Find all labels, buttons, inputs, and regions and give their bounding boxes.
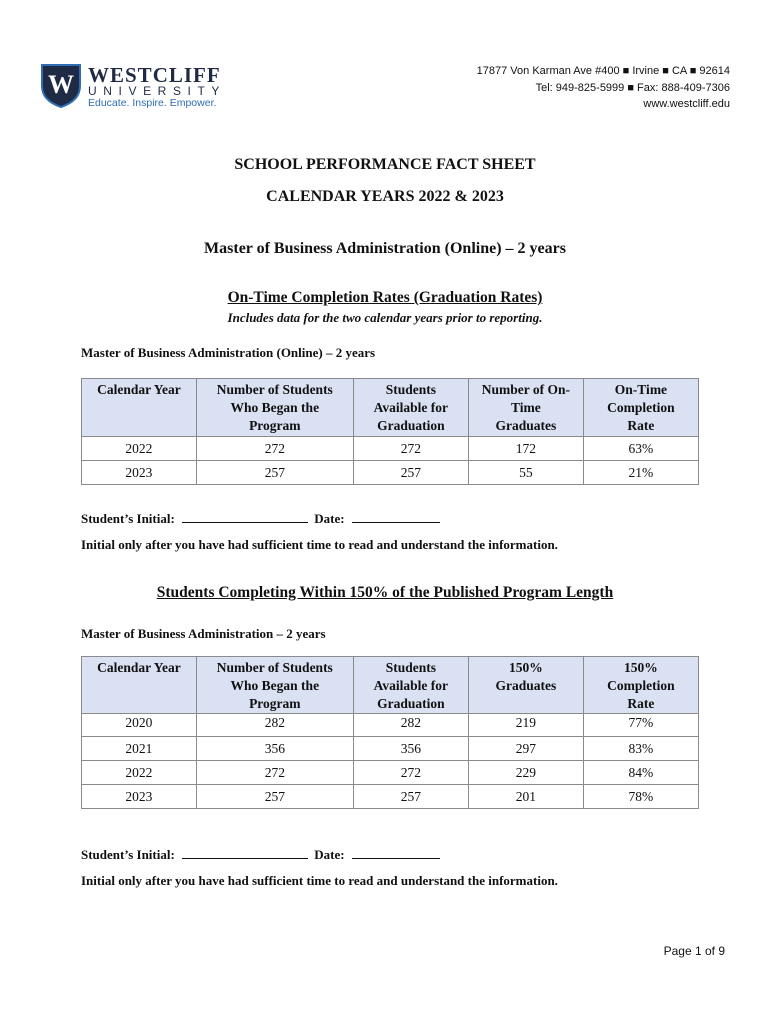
- date-field[interactable]: [352, 846, 440, 859]
- table-cell: 272: [353, 437, 468, 461]
- initials-line: [81, 846, 440, 863]
- contact-line: Tel: 949-825-5999 ■ Fax: 888-409-7306: [535, 81, 730, 94]
- section-heading-150: Students Completing Within 150% of the Published Program Length: [156, 584, 614, 601]
- table-cell: 272: [353, 761, 468, 785]
- initials-instruction: Initial only after you have had sufficient time to read and understand the information.: [81, 537, 558, 552]
- table-cell: 282: [353, 714, 468, 737]
- column-header: Students Available for Graduation: [353, 657, 468, 714]
- table-cell: 257: [196, 785, 353, 809]
- column-header: Number of Students Who Began the Program: [196, 379, 353, 437]
- table-cell: 356: [196, 737, 353, 761]
- program-title: Master of Business Administration (Online) – 2 years: [204, 240, 566, 257]
- document-title: SCHOOL PERFORMANCE FACT SHEET: [234, 156, 536, 173]
- table-cell: 55: [468, 461, 583, 485]
- table-cell: 219: [468, 714, 583, 737]
- logo-letter: W: [48, 70, 74, 99]
- date-label: Date:: [314, 511, 345, 526]
- table-cell: 356: [353, 737, 468, 761]
- initial-field[interactable]: [182, 510, 308, 523]
- table-row: [82, 714, 699, 737]
- on-time-completion-table: [81, 378, 699, 485]
- initials-instruction: Initial only after you have had sufficient time to read and understand the information.: [81, 873, 558, 888]
- table-cell: 272: [196, 761, 353, 785]
- column-header: Calendar Year: [82, 379, 197, 437]
- section-note: Includes data for the two calendar years prior to reporting.: [227, 310, 543, 325]
- table-cell: 272: [196, 437, 353, 461]
- column-header: 150% Graduates: [468, 657, 583, 714]
- date-field[interactable]: [352, 510, 440, 523]
- logo-subtitle: UNIVERSITY: [88, 84, 227, 98]
- table-cell: 63%: [583, 437, 698, 461]
- table-row: [82, 761, 699, 785]
- table-cell: 2023: [82, 785, 197, 809]
- initial-label: Student’s Initial:: [81, 847, 175, 862]
- document-subtitle: CALENDAR YEARS 2022 & 2023: [266, 188, 504, 205]
- initial-label: Student’s Initial:: [81, 511, 175, 526]
- completion-150-table: [81, 656, 699, 809]
- table-cell: 297: [468, 737, 583, 761]
- program-label: Master of Business Administration (Online) – 2 years: [81, 345, 376, 360]
- table-row: [82, 785, 699, 809]
- logo-name: WESTCLIFF: [88, 63, 221, 87]
- table-cell: 83%: [583, 737, 698, 761]
- website-line: www.westcliff.edu: [643, 98, 730, 110]
- table-cell: 257: [353, 785, 468, 809]
- initials-line: [81, 510, 440, 527]
- table-cell: 2023: [82, 461, 197, 485]
- table-cell: 2021: [82, 737, 197, 761]
- table-cell: 77%: [583, 714, 698, 737]
- column-header: 150% Completion Rate: [583, 657, 698, 714]
- initial-field[interactable]: [182, 846, 308, 859]
- table-header-row: [82, 379, 699, 437]
- column-header: On-Time Completion Rate: [583, 379, 698, 437]
- table-cell: 84%: [583, 761, 698, 785]
- shield-w-icon: [40, 62, 82, 108]
- table-cell: 2022: [82, 437, 197, 461]
- logo-tagline: Educate. Inspire. Empower.: [88, 97, 217, 109]
- table-cell: 257: [196, 461, 353, 485]
- table-cell: 21%: [583, 461, 698, 485]
- program-label: Master of Business Administration – 2 years: [81, 626, 326, 641]
- table-row: [82, 461, 699, 485]
- table-cell: 172: [468, 437, 583, 461]
- page-number: Page 1 of 9: [663, 944, 725, 958]
- table-cell: 2020: [82, 714, 197, 737]
- address-block: [477, 63, 730, 113]
- column-header: Number of On- Time Graduates: [468, 379, 583, 437]
- table-cell: 229: [468, 761, 583, 785]
- date-label: Date:: [314, 847, 345, 862]
- table-cell: 78%: [583, 785, 698, 809]
- table-cell: 257: [353, 461, 468, 485]
- column-header: Calendar Year: [82, 657, 197, 714]
- table-cell: 201: [468, 785, 583, 809]
- section-heading-on-time: On-Time Completion Rates (Graduation Rates): [227, 289, 543, 306]
- table-cell: 282: [196, 714, 353, 737]
- address-line: 17877 Von Karman Ave #400 ■ Irvine ■ CA ■ 92614: [476, 65, 730, 77]
- column-header: Students Available for Graduation: [353, 379, 468, 437]
- column-header: Number of Students Who Began the Program: [196, 657, 353, 714]
- table-row: [82, 437, 699, 461]
- table-cell: 2022: [82, 761, 197, 785]
- table-header-row: [82, 657, 699, 714]
- table-row: [82, 737, 699, 761]
- university-logo: [40, 62, 230, 110]
